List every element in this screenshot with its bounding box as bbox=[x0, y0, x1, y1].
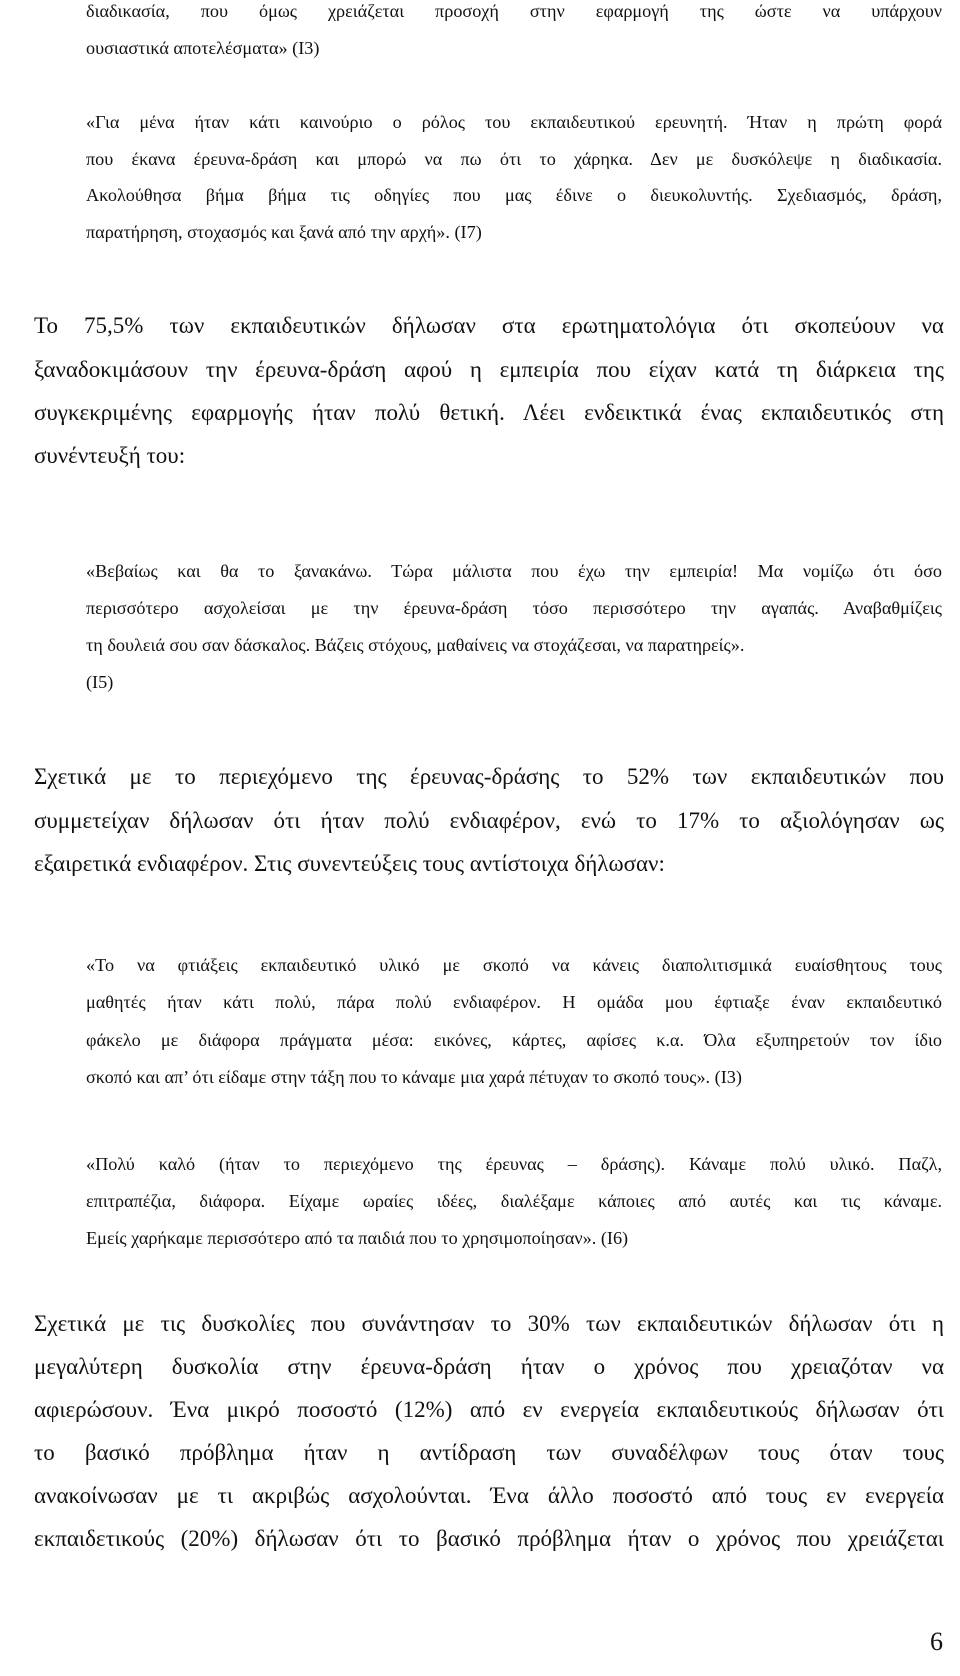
text-line: εξαιρετικά ενδιαφέρον. Στις συνεντεύξεις τους αντίστοιχα δήλωσαν: bbox=[34, 851, 665, 876]
text-line: «Βεβαίως και θα το ξανακάνω. Τώρα μάλιστα που έχω την εμπειρία! Μα νομίζω ότι όσο bbox=[86, 561, 942, 581]
text-line: το βασικό πρόβλημα ήταν η αντίδραση των συναδέλφων τους όταν τους bbox=[34, 1440, 944, 1465]
text-line: ανακοίνωσαν με τι ακριβώς ασχολούνται. Ένα άλλο ποσοστό από τους εν ενεργεία bbox=[34, 1483, 944, 1508]
text-line: παρατήρηση, στοχασμός και ξανά από την αρχή». (Ι7) bbox=[86, 222, 482, 242]
text-line: «Για μένα ήταν κάτι καινούριο ο ρόλος του εκπαιδευτικού ερευνητή. Ήταν η πρώτη φορά bbox=[86, 112, 942, 132]
text-line: «Πολύ καλό (ήταν το περιεχόμενο της έρευνας – δράσης). Κάναμε πολύ υλικό. Παζλ, bbox=[86, 1154, 942, 1174]
text-line: συμμετείχαν δήλωσαν ότι ήταν πολύ ενδιαφέρον, ενώ το 17% το αξιολόγησαν ως bbox=[34, 808, 944, 833]
quote-block-3 bbox=[86, 561, 942, 711]
text-line: σκοπό και απ’ ότι είδαμε στην τάξη που το κάναμε μια χαρά πέτυχαν το σκοπό τους». (Ι3) bbox=[86, 1067, 742, 1087]
paragraph-3 bbox=[34, 1311, 944, 1573]
text-line: εκπαιδετικούς (20%) δήλωσαν ότι το βασικό πρόβλημα ήταν ο χρόνος που χρειάζεται bbox=[34, 1526, 944, 1551]
text-line: συγκεκριμένης εφαρμογής ήταν πολύ θετική. Λέει ενδεικτικά ένας εκπαιδευτικός στη bbox=[34, 400, 944, 425]
paragraph-1 bbox=[34, 313, 944, 495]
quote-block-1 bbox=[86, 0, 942, 72]
text-line: επιτραπέζια, διάφορα. Είχαμε ωραίες ιδέες, διαλέξαμε κάποιες από αυτές και τις κάναμε. bbox=[86, 1191, 942, 1211]
quote-block-2 bbox=[86, 109, 942, 257]
page-number: 6 bbox=[930, 1627, 943, 1656]
text-line: Το 75,5% των εκπαιδευτικών δήλωσαν στα ερωτηματολόγια ότι σκοπεύουν να bbox=[34, 313, 944, 338]
text-line: αφιερώσουν. Ένα μικρό ποσοστό (12%) από εν ενεργεία εκπαιδευτικούς δήλωσαν ότι bbox=[34, 1397, 944, 1422]
text-line: συνέντευξή του: bbox=[34, 443, 186, 468]
text-line: τη δουλειά σου σαν δάσκαλος. Βάζεις στόχους, μαθαίνεις να στοχάζεσαι, να παρατηρείς». bbox=[86, 635, 745, 655]
text-line: Σχετικά με τις δυσκολίες που συνάντησαν το 30% των εκπαιδευτικών δήλωσαν ότι η bbox=[34, 1311, 944, 1336]
text-line: ξαναδοκιμάσουν την έρευνα-δράση αφού η εμπειρία που είχαν κατά τη διάρκεια της bbox=[34, 357, 944, 382]
text-line: ουσιαστικά αποτελέσματα» (Ι3) bbox=[86, 38, 320, 58]
text-line: «Το να φτιάξεις εκπαιδευτικό υλικό με σκοπό να κάνεις διαπολιτισμικά ευαίσθητους τους bbox=[86, 955, 942, 975]
text-line: μαθητές ήταν κάτι πολύ, πάρα πολύ ενδιαφέρον. Η ομάδα μου έφτιαξε έναν εκπαιδευτικό bbox=[86, 992, 942, 1012]
text-line: που έκανα έρευνα-δράση και μπορώ να πω ότι το χάρηκα. Δεν με δυσκόλεψε η διαδικασία. bbox=[86, 149, 942, 169]
quote-block-5 bbox=[86, 1154, 942, 1267]
text-line: μεγαλύτερη δυσκολία στην έρευνα-δράση ήταν ο χρόνος που χρειαζόταν να bbox=[34, 1354, 944, 1379]
text-line: διαδικασία, που όμως χρειάζεται προσοχή στην εφαρμογή της ώστε να υπάρχουν bbox=[86, 1, 942, 21]
text-line: περισσότερο ασχολείσαι με την έρευνα-δράση τόσο περισσότερο την αγαπάς. Αναβαθμίζεις bbox=[86, 598, 942, 618]
paragraph-2 bbox=[34, 764, 944, 904]
text-line: Σχετικά με το περιεχόμενο της έρευνας-δράσης το 52% των εκπαιδευτικών που bbox=[34, 764, 944, 789]
text-line: Εμείς χαρήκαμε περισσότερο από τα παιδιά που το χρησιμοποίησαν». (Ι6) bbox=[86, 1228, 629, 1248]
quote-block-4 bbox=[86, 955, 942, 1105]
text-line: (Ι5) bbox=[86, 672, 114, 692]
text-line: φάκελο με διάφορα πράγματα μέσα: εικόνες, κάρτες, αφίσες κ.α. Όλα εξυπηρετούν τον ίδιο bbox=[86, 1030, 942, 1050]
text-line: Ακολούθησα βήμα βήμα τις οδηγίες που μας έδινε ο διευκολυντής. Σχεδιασμός, δράση, bbox=[86, 185, 942, 205]
